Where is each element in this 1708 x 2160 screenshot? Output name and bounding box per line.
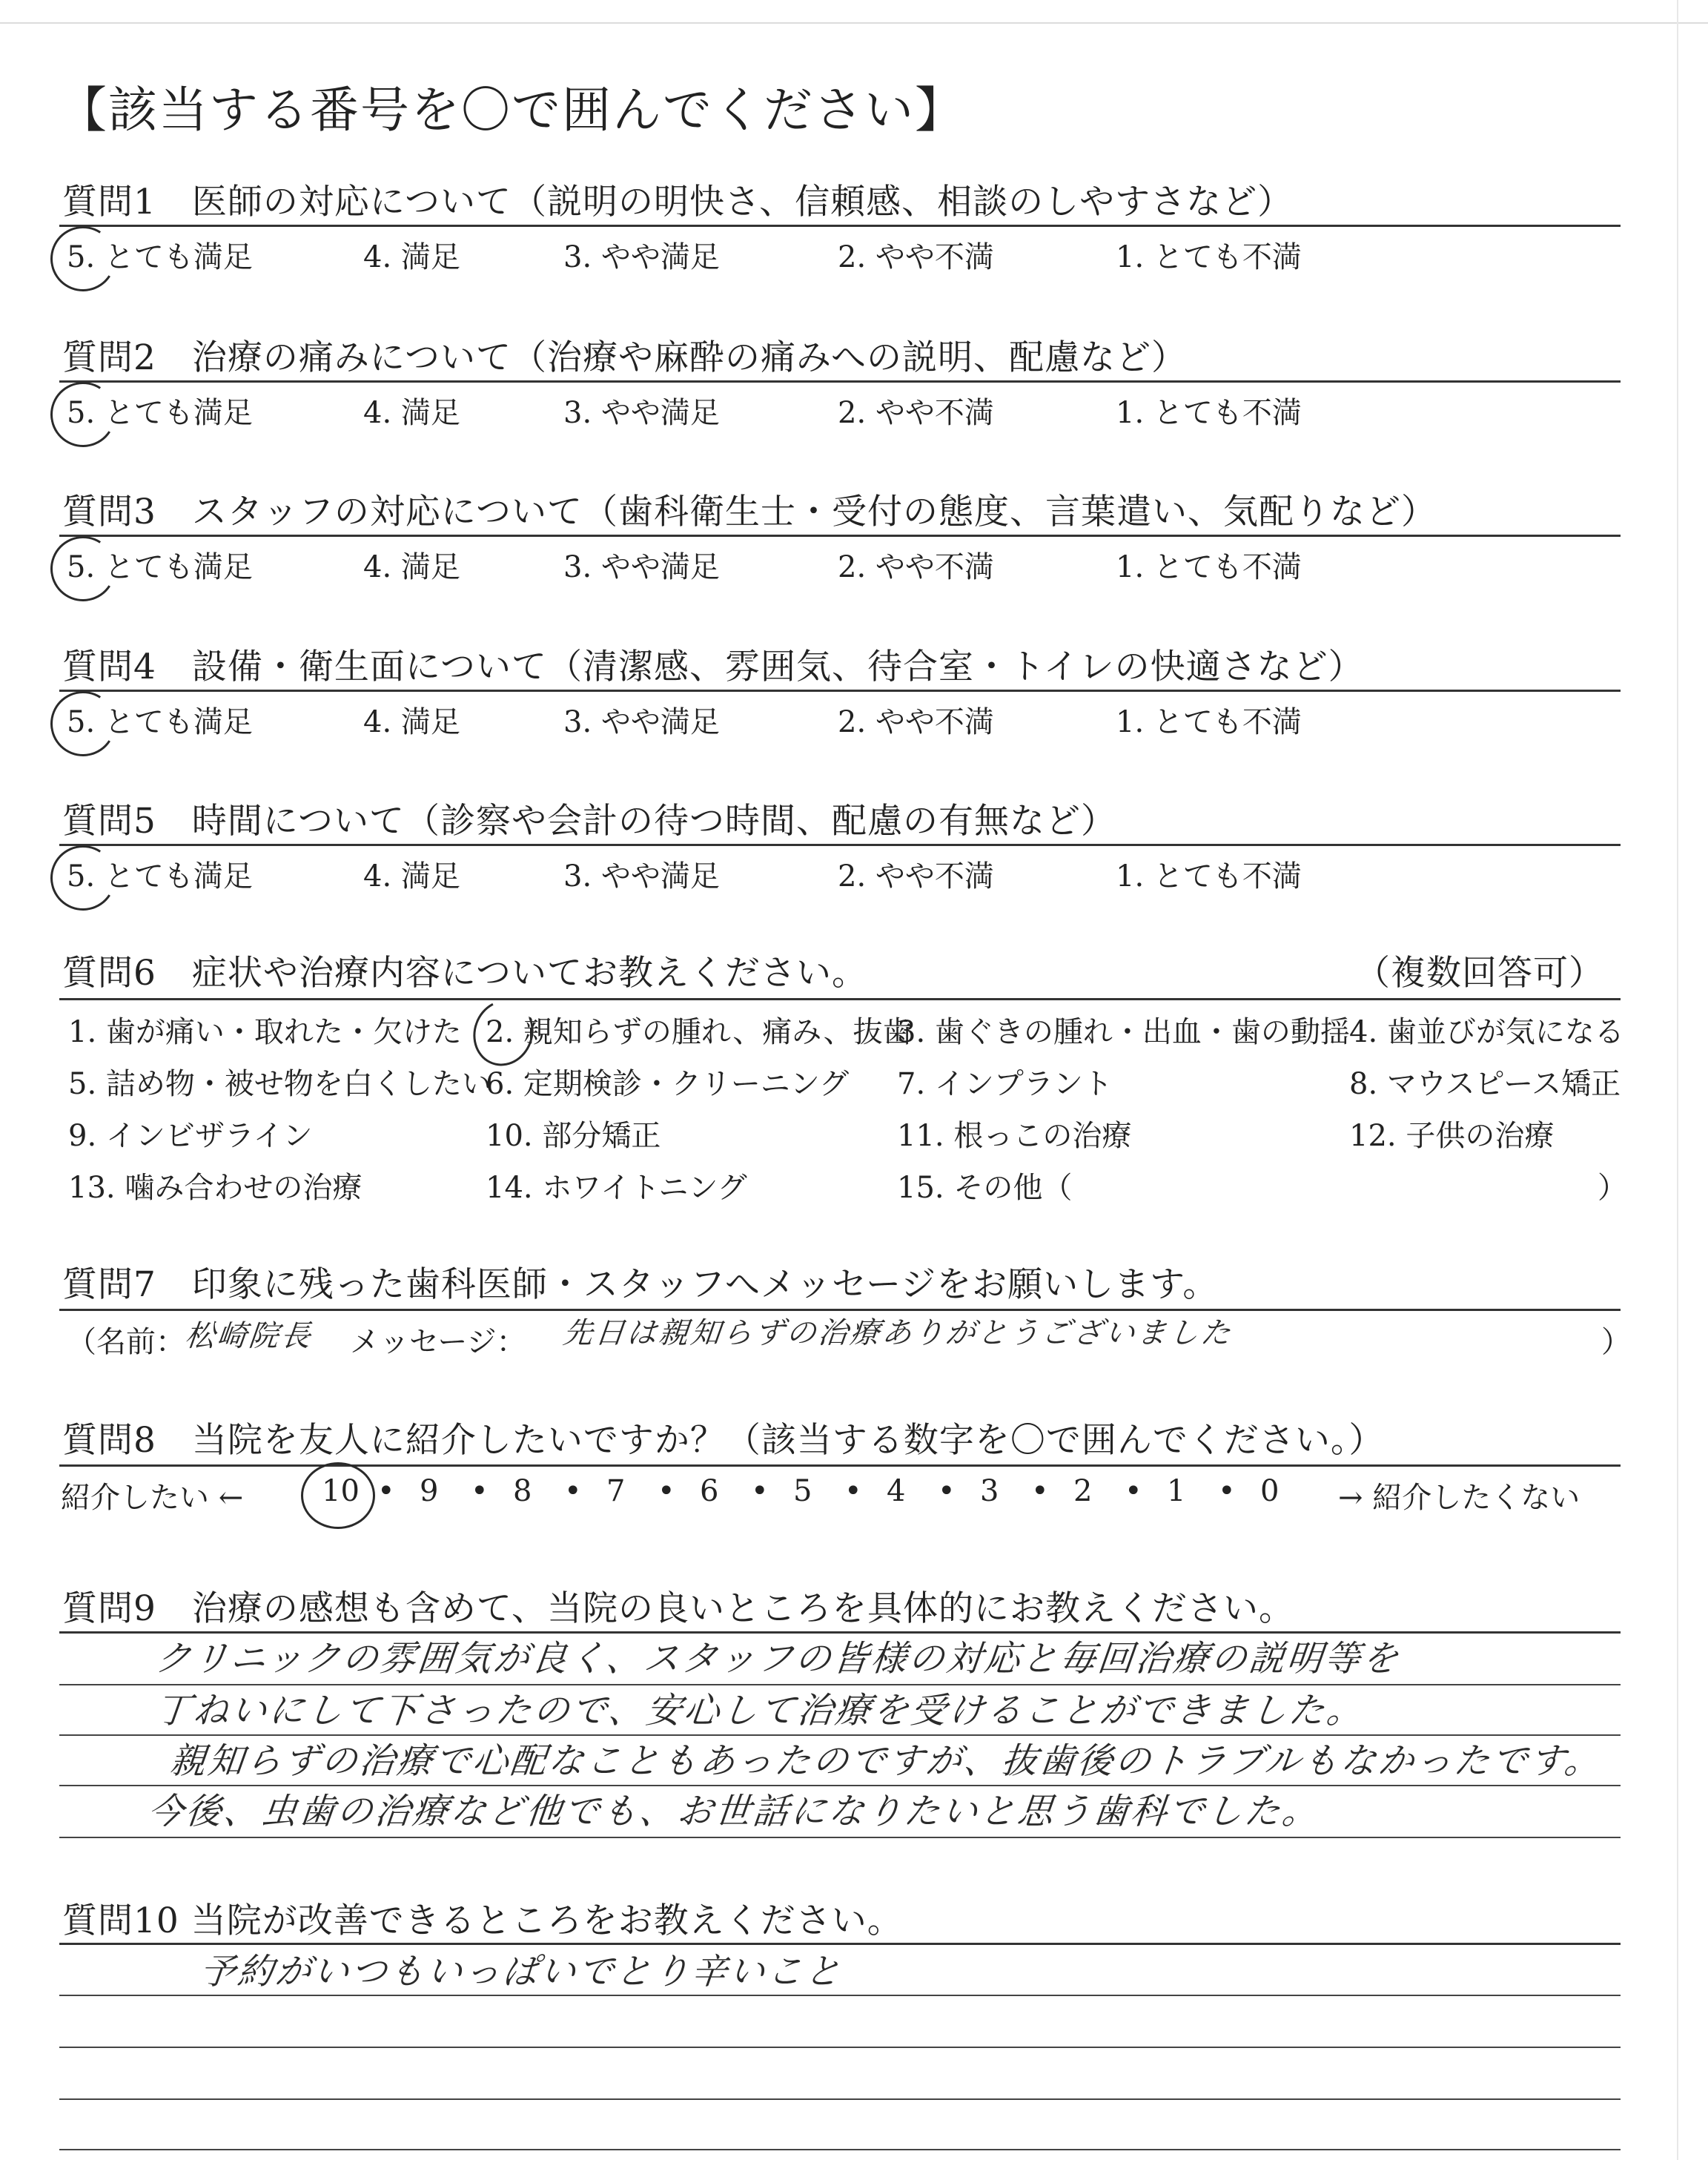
q10-answer-line-1[interactable]: 予約がいつもいっぱいでとり辛いこと	[197, 1951, 845, 1992]
q6-option-11[interactable]: 11. 根っこの治療	[897, 1119, 1132, 1153]
q2-option-5[interactable]: 5. とても満足	[67, 396, 253, 430]
q6-other-close-paren: ）	[1598, 1171, 1627, 1205]
q6-option-4[interactable]: 4. 歯並びが気になる	[1349, 1015, 1624, 1049]
q6-option-13[interactable]: 13. 噛み合わせの治療	[68, 1171, 363, 1205]
q4-option-1[interactable]: 1. とても不満	[1116, 705, 1302, 739]
q2-rule	[59, 380, 1621, 383]
q3-rule	[59, 535, 1621, 537]
q4-option-2[interactable]: 2. やや不満	[838, 705, 994, 739]
q1-title: 質問1 医師の対応について（説明の明快さ、信頼感、相談のしやすさなど）	[62, 182, 1294, 222]
q10-title: 質問10 当院が改善できるところをお教えください。	[62, 1900, 903, 1941]
q6-option-1[interactable]: 1. 歯が痛い・取れた・欠けた	[68, 1015, 462, 1049]
q8-separator-dot: •	[377, 1474, 395, 1508]
q8-title: 質問8 当院を友人に紹介したいですか？（該当する数字を〇で囲んでください。）	[62, 1420, 1385, 1461]
q3-option-2[interactable]: 2. やや不満	[838, 550, 994, 584]
q4-rule	[59, 690, 1621, 692]
q6-option-8[interactable]: 8. マウスピース矯正	[1349, 1067, 1621, 1101]
q8-scale-0[interactable]: 0	[1260, 1474, 1280, 1508]
q6-option-7[interactable]: 7. インプラント	[897, 1067, 1113, 1101]
q1-option-3[interactable]: 3. やや満足	[563, 240, 720, 274]
q3-option-5[interactable]: 5. とても満足	[67, 550, 253, 584]
q8-right-label: → 紹介したくない	[1338, 1481, 1580, 1515]
q9-rule-4	[59, 1837, 1621, 1838]
q6-option-3[interactable]: 3. 歯ぐきの腫れ・出血・歯の動揺	[897, 1015, 1350, 1049]
q5-option-5[interactable]: 5. とても満足	[67, 859, 253, 894]
q8-scale-6[interactable]: 6	[700, 1474, 719, 1508]
q8-rule	[59, 1464, 1621, 1467]
q8-separator-dot: •	[1031, 1474, 1049, 1508]
q5-option-3[interactable]: 3. やや満足	[563, 859, 720, 894]
q8-scale-4[interactable]: 4	[887, 1474, 906, 1508]
q8-separator-dot: •	[844, 1474, 862, 1508]
scan-right-edge	[1677, 0, 1678, 2160]
scan-top-edge	[0, 0, 1708, 24]
q5-option-4[interactable]: 4. 満足	[363, 859, 460, 894]
q8-scale-1[interactable]: 1	[1167, 1474, 1186, 1508]
q6-rule	[59, 998, 1621, 1000]
q6-option-5[interactable]: 5. 詰め物・被せ物を白くしたい	[68, 1067, 491, 1101]
page-title: 【該当する番号を〇で囲んでください】	[58, 82, 965, 139]
q4-option-4[interactable]: 4. 満足	[363, 705, 460, 739]
q8-left-label: 紹介したい ←	[61, 1481, 244, 1515]
q8-scale-8[interactable]: 8	[513, 1474, 532, 1508]
q8-separator-dot: •	[938, 1474, 956, 1508]
q3-option-1[interactable]: 1. とても不満	[1116, 550, 1302, 584]
q6-option-10[interactable]: 10. 部分矯正	[486, 1119, 661, 1153]
q3-title: 質問3 スタッフの対応について（歯科衛生士・受付の態度、言葉遣い、気配りなど）	[62, 492, 1437, 532]
q3-selection-circle	[44, 530, 122, 607]
q6-note: （複数回答可）	[1355, 953, 1604, 994]
q8-scale-7[interactable]: 7	[606, 1474, 626, 1508]
q5-option-2[interactable]: 2. やや不満	[838, 859, 994, 894]
q7-name-value[interactable]: 松崎院長	[183, 1319, 315, 1353]
q5-option-1[interactable]: 1. とても不満	[1116, 859, 1302, 894]
q10-rule-1	[59, 1995, 1621, 1996]
q7-close-paren: ）	[1601, 1325, 1631, 1359]
q6-option-9[interactable]: 9. インビザライン	[68, 1119, 313, 1153]
q2-option-1[interactable]: 1. とても不満	[1116, 396, 1302, 430]
q9-title: 質問9 治療の感想も含めて、当院の良いところを具体的にお教えください。	[62, 1588, 1294, 1629]
q1-rule	[59, 225, 1621, 227]
q8-scale-5[interactable]: 5	[793, 1474, 812, 1508]
q6-option-15[interactable]: 15. その他（	[897, 1171, 1073, 1205]
q3-option-3[interactable]: 3. やや満足	[563, 550, 720, 584]
q9-answer-line-3[interactable]: 親知らずの治療で心配なこともあったのですが、抜歯後のトラブルもなかったです。	[168, 1740, 1605, 1782]
q9-answer-line-2[interactable]: 丁ねいにして下さったので、安心して治療を受けることができました。	[153, 1690, 1367, 1731]
q2-option-3[interactable]: 3. やや満足	[563, 396, 720, 430]
q1-option-1[interactable]: 1. とても不満	[1116, 240, 1302, 274]
q8-scale-10[interactable]: 10	[322, 1474, 360, 1508]
q8-selection-circle	[301, 1462, 375, 1529]
q6-option-6[interactable]: 6. 定期検診・クリーニング	[486, 1067, 850, 1101]
q10-rule-4	[59, 2149, 1621, 2150]
q7-message-value[interactable]: 先日は親知らずの治療ありがとうございました	[561, 1316, 1235, 1350]
q2-selection-circle	[44, 376, 122, 453]
q4-option-3[interactable]: 3. やや満足	[563, 705, 720, 739]
q7-message-label: メッセージ：	[350, 1325, 526, 1359]
q7-name-label: （名前：	[67, 1325, 185, 1359]
q10-rule-2	[59, 2047, 1621, 2048]
q1-option-5[interactable]: 5. とても満足	[67, 240, 253, 274]
q10-rule-3	[59, 2098, 1621, 2100]
q8-separator-dot: •	[751, 1474, 769, 1508]
q5-title: 質問5 時間について（診察や会計の待つ時間、配慮の有無など）	[62, 801, 1116, 842]
q8-scale-2[interactable]: 2	[1073, 1474, 1093, 1508]
q1-option-4[interactable]: 4. 満足	[363, 240, 460, 274]
q6-option-2[interactable]: 2. 親知らずの腫れ、痛み、抜歯	[486, 1015, 913, 1049]
q4-selection-circle	[44, 685, 122, 762]
q8-separator-dot: •	[471, 1474, 489, 1508]
q6-title: 質問6 症状や治療内容についてお教えください。	[62, 953, 867, 994]
q8-separator-dot: •	[1125, 1474, 1142, 1508]
q2-option-4[interactable]: 4. 満足	[363, 396, 460, 430]
q8-separator-dot: •	[564, 1474, 582, 1508]
q8-separator-dot: •	[1218, 1474, 1236, 1508]
q5-selection-circle	[44, 839, 122, 916]
q6-option-12[interactable]: 12. 子供の治療	[1349, 1119, 1555, 1153]
q8-scale-3[interactable]: 3	[980, 1474, 999, 1508]
q2-option-2[interactable]: 2. やや不満	[838, 396, 994, 430]
q3-option-4[interactable]: 4. 満足	[363, 550, 460, 584]
q7-title: 質問7 印象に残った歯科医師・スタッフへメッセージをお願いします。	[62, 1264, 1219, 1305]
q6-option-14[interactable]: 14. ホワイトニング	[486, 1171, 747, 1205]
q8-separator-dot: •	[658, 1474, 675, 1508]
q1-selection-circle	[44, 220, 122, 297]
q5-rule	[59, 844, 1621, 846]
q9-answer-line-1[interactable]: クリニックの雰囲気が良く、スタッフの皆様の対応と毎回治療の説明等を	[153, 1638, 1403, 1680]
q8-scale-9[interactable]: 9	[420, 1474, 439, 1508]
q9-answer-line-4[interactable]: 今後、虫歯の治療など他でも、お世話になりたいと思う歯科でした。	[145, 1791, 1323, 1832]
q2-title: 質問2 治療の痛みについて（治療や麻酔の痛みへの説明、配慮など）	[62, 337, 1188, 378]
q4-option-5[interactable]: 5. とても満足	[67, 705, 253, 739]
q4-title: 質問4 設備・衛生面について（清潔感、雰囲気、待合室・トイレの快適さなど）	[62, 647, 1364, 687]
q1-option-2[interactable]: 2. やや不満	[838, 240, 994, 274]
